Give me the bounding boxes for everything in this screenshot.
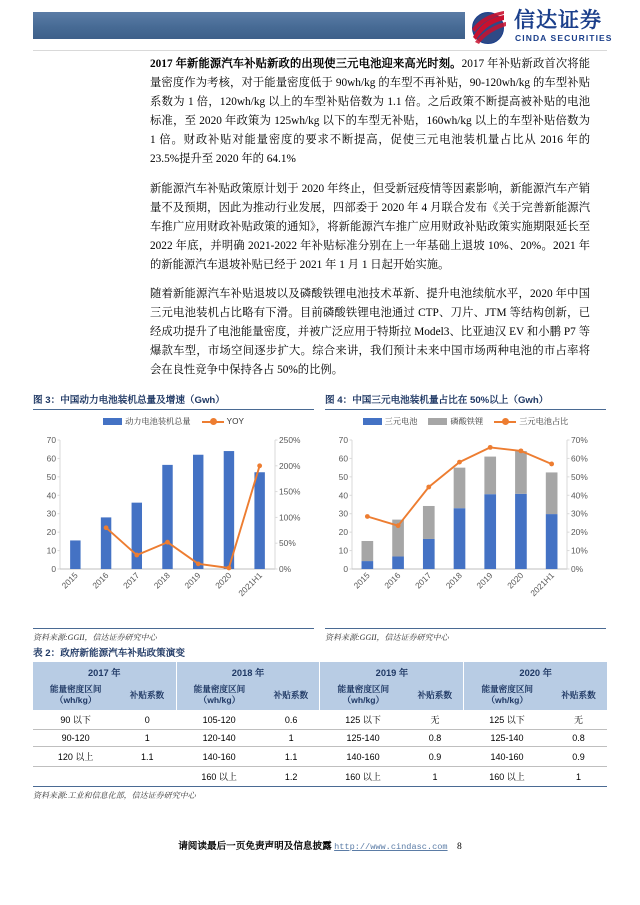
line-marker	[365, 514, 370, 519]
table-cell: 140-160	[176, 747, 262, 767]
table-cell: 0.9	[550, 747, 607, 767]
table-cell: 0.6	[262, 710, 320, 730]
bar-segment	[546, 472, 558, 514]
table-column-header: 能量密度区间 （wh/kg）	[464, 682, 550, 710]
y2-axis-tick: 250%	[279, 435, 301, 445]
table-column-header: 补贴系数	[262, 682, 320, 710]
x-axis-tick: 2015	[351, 570, 372, 591]
table-cell: 1.1	[262, 747, 320, 767]
line-marker	[488, 445, 493, 450]
table-cell: 1	[118, 730, 176, 747]
table-cell: 0	[118, 710, 176, 730]
y2-axis-tick: 200%	[279, 460, 301, 471]
y-axis-tick: 70	[338, 435, 348, 445]
legend-label-bar: 动力电池装机总量	[125, 417, 191, 426]
logo-text-cn: 信达证券	[514, 9, 602, 32]
article-body	[150, 55, 590, 391]
bar-segment	[546, 514, 558, 569]
table-row	[33, 730, 607, 747]
paragraph-3: 随着新能源汽车补贴退坡以及磷酸铁锂电池技术革新、提升电池续航水平，2020 年中国三元电池装机占比略有下滑。目前磷酸铁锂电池通过 CTP、刀片、JTM 等结构创新，已经成功提升了电池能量密度，并被广泛应用于特斯拉 Model3、比亚迪汉 EV 和小鹏 P7 等爆款车型，市场空间逐步扩大。综合来讲，我们预计未来中国市场两种电池的市占率将会在良性竞争中保持各占 50%的比例。	[150, 288, 590, 377]
table-cell: 1	[262, 730, 320, 747]
x-axis-tick: 2018	[151, 570, 172, 591]
page-header	[0, 0, 640, 50]
bar	[224, 451, 234, 569]
y-axis-tick: 70	[46, 435, 56, 445]
x-axis-tick: 2018	[443, 570, 464, 591]
table-cell: 1	[432, 771, 438, 782]
figure-3-legend	[33, 416, 314, 427]
x-axis-tick: 2020	[213, 570, 234, 591]
figure-4-svg	[325, 434, 606, 628]
table-2-title: 表 2：政府新能源汽车补贴政策演变	[33, 648, 185, 659]
y-axis-tick: 60	[338, 453, 348, 464]
y2-axis-tick: 0%	[571, 564, 584, 574]
table-column-header: 补贴系数	[550, 682, 607, 710]
legend-swatch-share	[494, 418, 516, 426]
y-axis-tick: 40	[46, 490, 56, 501]
line-marker	[457, 460, 462, 465]
bar	[101, 517, 111, 569]
table-column-header: 补贴系数	[406, 682, 464, 710]
table-cell: 0.8	[550, 730, 607, 747]
y2-axis-tick: 40%	[571, 490, 588, 501]
table-cell: 160 以上	[489, 772, 525, 782]
table-cell: 无	[550, 710, 607, 730]
bar-segment	[515, 494, 527, 569]
logo-text-en: CINDA SECURITIES	[515, 33, 613, 43]
x-axis-tick: 2016	[382, 570, 403, 591]
table-cell: 1.2	[284, 771, 298, 782]
bar-segment	[454, 468, 466, 509]
legend-label-line: YOY	[226, 417, 244, 426]
bar-segment	[362, 541, 374, 561]
legend-item-lfp	[428, 416, 483, 427]
table-cell	[118, 767, 176, 787]
line-marker	[549, 462, 554, 467]
table-cell: 90-120	[33, 730, 118, 747]
y2-axis-tick: 10%	[571, 545, 588, 556]
table-cell: 120-140	[176, 730, 262, 747]
y2-axis-tick: 150%	[279, 486, 301, 497]
bar	[193, 455, 203, 569]
bar-segment	[484, 457, 496, 495]
y-axis-tick: 30	[46, 508, 56, 519]
figure-4-title: 图 4：中国三元电池装机量占比在 50%以上（Gwh）	[325, 395, 549, 406]
y2-axis-tick: 50%	[279, 538, 296, 549]
x-axis-tick: 2017	[120, 570, 142, 591]
line-marker	[196, 561, 201, 566]
legend-swatch-bar	[103, 418, 122, 425]
figure-3	[33, 392, 314, 643]
line-marker	[426, 485, 431, 490]
table-year-header: 2019 年	[320, 662, 464, 682]
line-marker	[396, 523, 401, 528]
table-cell: 125 以下	[464, 710, 550, 730]
bar-segment	[423, 539, 435, 569]
paragraph-1	[150, 55, 590, 170]
figure-3-source: 资料来源:GGII，信达证券研究中心	[33, 633, 157, 642]
y-axis-tick: 0	[343, 564, 348, 574]
table-year-header: 2018 年	[176, 662, 320, 682]
table-bottom-rule	[33, 786, 607, 787]
bar	[254, 472, 264, 569]
y2-axis-tick: 20%	[571, 527, 588, 538]
cinda-logo-icon	[470, 11, 506, 45]
table-year-header-row	[33, 662, 607, 682]
legend-item-share	[494, 416, 568, 427]
y-axis-tick: 10	[46, 545, 56, 556]
y-axis-tick: 60	[46, 453, 56, 464]
figure-4	[325, 392, 606, 643]
line-marker	[165, 540, 170, 545]
bar-segment	[515, 451, 527, 494]
y2-axis-tick: 60%	[571, 453, 588, 464]
table-cell: 90 以下	[33, 710, 118, 730]
table-cell: 0.9	[406, 747, 464, 767]
table-body	[33, 710, 607, 786]
table-cell: 125-140	[464, 730, 550, 747]
page-footer	[0, 838, 640, 852]
legend-label-ternary: 三元电池	[384, 417, 418, 426]
figure-4-legend	[325, 416, 606, 427]
table-cell: 125 以下	[320, 710, 406, 730]
table-column-header: 补贴系数	[118, 682, 176, 710]
legend-swatch-line	[202, 418, 224, 426]
y-axis-tick: 30	[338, 508, 348, 519]
x-axis-tick: 2019	[182, 570, 203, 591]
paragraph-1-lead: 2017 年新能源汽车补贴新政的出现使三元电池迎来高光时刻。	[150, 58, 462, 70]
table-row	[33, 767, 607, 787]
table-2-source: 资料来源:工业和信息化部，信达证券研究中心	[33, 791, 196, 801]
figure-3-plot	[33, 434, 314, 628]
bar	[132, 503, 142, 569]
y2-axis-tick: 50%	[571, 471, 588, 482]
legend-item-bar	[103, 416, 191, 427]
x-axis-tick: 2015	[59, 570, 80, 591]
footer-disclaimer: 请阅读最后一页免责声明及信息披露	[178, 841, 332, 852]
table-cell: 160 以上	[345, 772, 381, 782]
company-logo	[470, 8, 630, 48]
table-cell: 0.8	[406, 730, 464, 747]
bar-segment	[454, 508, 466, 569]
figure-4-plot	[325, 434, 606, 628]
legend-swatch-lfp	[428, 418, 447, 425]
bar-segment	[362, 561, 374, 569]
table-column-header: 能量密度区间 （wh/kg）	[176, 682, 262, 710]
table-row	[33, 710, 607, 730]
y2-axis-tick: 70%	[571, 435, 588, 445]
legend-item-ternary	[363, 416, 418, 427]
table-cell: 140-160	[320, 747, 406, 767]
table-cell: 120 以上	[33, 747, 118, 767]
table-cell: 1.1	[118, 747, 176, 767]
table-cell: 105-120	[176, 710, 262, 730]
y-axis-tick: 0	[51, 564, 56, 574]
table-2	[33, 645, 607, 801]
y-axis-tick: 40	[338, 490, 348, 501]
table-cell	[33, 767, 118, 787]
table-year-header: 2020 年	[464, 662, 607, 682]
bar-segment	[484, 494, 496, 569]
legend-swatch-ternary	[363, 418, 382, 425]
figure-3-canvas	[33, 409, 314, 629]
table-cell: 160 以上	[201, 772, 237, 782]
bar	[70, 540, 80, 569]
y-axis-tick: 50	[338, 471, 348, 482]
table-head	[33, 662, 607, 710]
paragraph-2: 新能源汽车补贴政策原计划于 2020 年终止，但受新冠疫情等因素影响，新能源汽车产销量不及预期，因此为推动行业发展，四部委于 2020 年 4 月联合发布《关于完善新能源汽车推广应用财政补贴政策的通知》，将新能源汽车推广应用财政补贴政策实施期限延长至 2022 年底，并明确 2021-2022 年补贴标准分别在上一年基础上退坡 10%、20%。2021 年的新能源汽车退坡补贴已经于 2021 年 1 月 1 日起开始实施。	[150, 182, 590, 271]
table-cell: 125-140	[320, 730, 406, 747]
table-column-header: 能量密度区间 （wh/kg）	[320, 682, 406, 710]
x-axis-tick: 2020	[505, 570, 526, 591]
y-axis-tick: 20	[46, 527, 56, 538]
table-column-header: 能量密度区间 （wh/kg）	[33, 682, 118, 710]
y-axis-tick: 20	[338, 527, 348, 538]
figure-4-source: 资料来源:GGII，信达证券研究中心	[325, 633, 449, 642]
page-number: 8	[456, 841, 462, 852]
y2-axis-tick: 0%	[279, 564, 292, 574]
figure-3-title: 图 3：中国动力电池装机总量及增速（Gwh）	[33, 395, 225, 406]
x-axis-tick: 2021H1	[528, 570, 557, 599]
y-axis-tick: 50	[46, 471, 56, 482]
table-cell: 1	[576, 771, 582, 782]
footer-url-link[interactable]: http://www.cindasc.com	[334, 842, 448, 852]
header-divider	[33, 50, 607, 51]
policy-table	[33, 662, 607, 786]
header-blue-bar	[33, 12, 465, 39]
table-row	[33, 747, 607, 767]
legend-item-line	[202, 417, 244, 426]
line-marker	[519, 448, 524, 453]
line-series	[106, 466, 260, 568]
y-axis-tick: 10	[338, 545, 348, 556]
bar-segment	[392, 556, 404, 569]
bar	[162, 465, 172, 569]
x-axis-tick: 2019	[474, 570, 495, 591]
y2-axis-tick: 30%	[571, 508, 588, 519]
table-year-header: 2017 年	[33, 662, 176, 682]
x-axis-tick: 2016	[90, 570, 111, 591]
y2-axis-tick: 100%	[279, 512, 301, 523]
line-marker	[257, 463, 262, 468]
line-marker	[227, 566, 232, 571]
legend-label-share: 三元电池占比	[519, 417, 569, 426]
table-cell: 无	[406, 710, 464, 730]
line-marker	[134, 553, 139, 558]
bar-segment	[423, 506, 435, 539]
table-subheader-row	[33, 682, 607, 710]
x-axis-tick: 2017	[412, 570, 434, 591]
paragraph-1-text: 2017 年补贴新政首次将能量密度作为考核，对于能量密度低于 90wh/kg 的车型不再补贴，90-120wh/kg 的车型补贴系数为 1 倍，120wh/kg 以上的车型补贴倍数为 1.1 倍。之后政策不断提高被补贴的电池标准，至 2020 年政策为 125wh/kg 以下的车型无补贴，160wh/kg 以上的车型补贴倍数为 1 倍。财政补贴对能量密度的要求不断提高，促使三元电池装机量占比从 2016 年的 23.5%提升至 2020 年的 64.1%	[150, 58, 591, 166]
legend-label-lfp: 磷酸铁锂	[450, 417, 484, 426]
table-cell: 140-160	[464, 747, 550, 767]
figure-3-svg	[33, 434, 314, 628]
x-axis-tick: 2021H1	[236, 570, 265, 599]
figure-4-canvas	[325, 409, 606, 629]
line-marker	[104, 525, 109, 530]
